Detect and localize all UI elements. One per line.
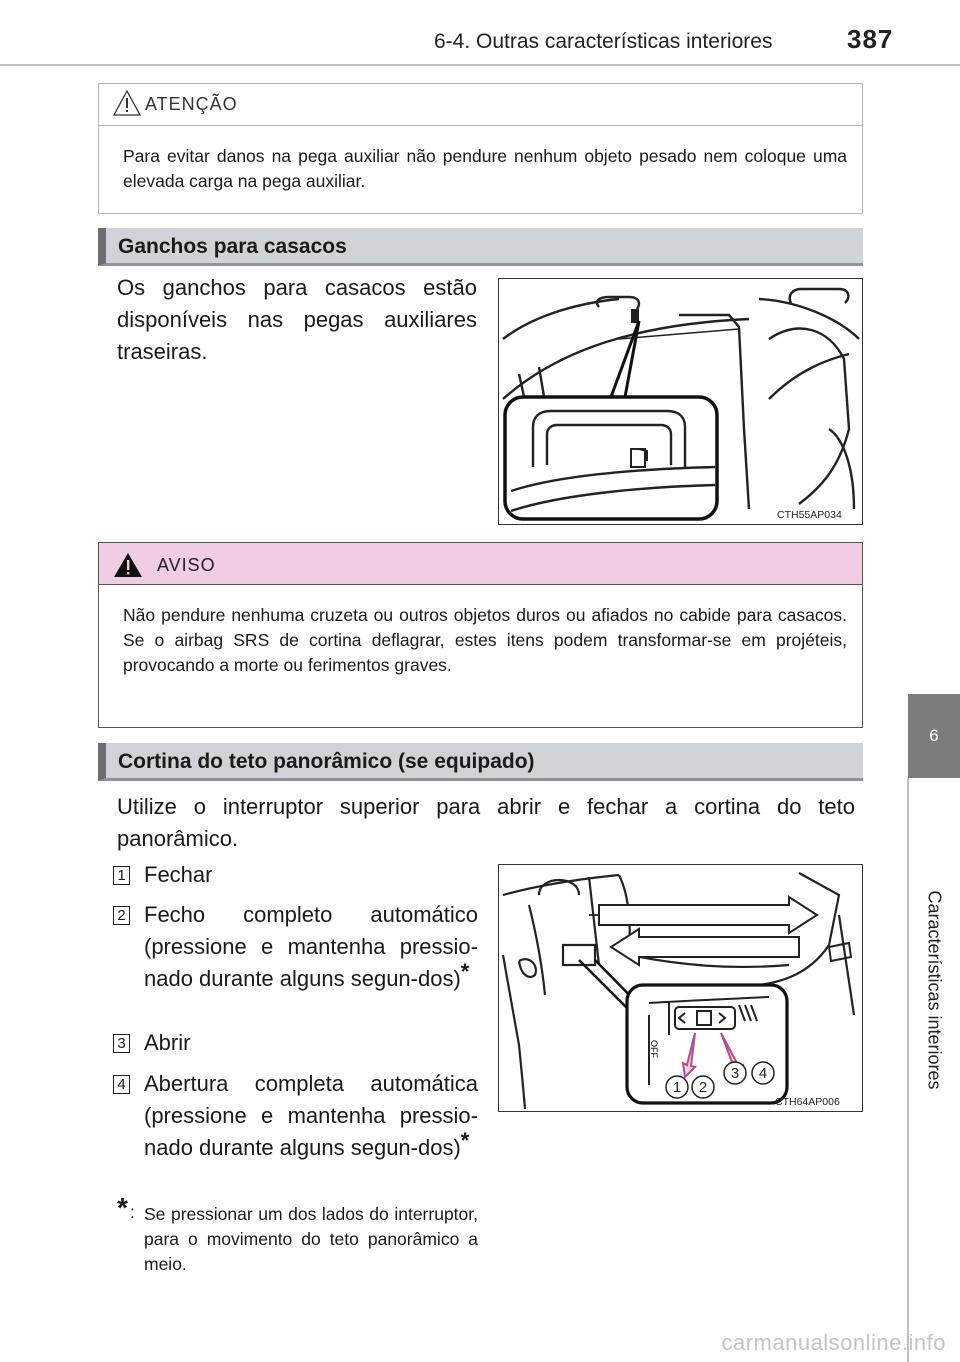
section-heading-coat-hooks [98,228,863,266]
warning-icon [113,552,143,578]
figure-code: CTH55AP034 [777,509,842,521]
watermark: carmanualsonline.info [721,1330,946,1355]
coat-hooks-text: Os ganchos para casacos estão disponíveis nas pegas auxiliares traseiras. [117,275,477,364]
footnote-marker: * [460,959,470,984]
shade-switch-figure [498,864,863,1112]
item-text-auto-open-label: Abertura completa automática (pressione e mantenha pressio-nado durante alguns segun-dos) [144,1071,478,1160]
shade-switch-illustration [499,865,861,1110]
footnote-text: Se pressionar um dos lados do interruptor, para o movimento do teto panorâmico a meio. [144,1204,478,1274]
item-number-3: 3 [113,1034,130,1053]
footnote-colon: : [130,1202,135,1222]
attention-text: Para evitar danos na pega auxiliar não pendure nenhum objeto pesado nem coloque uma elevada carga na pega auxiliar. [123,146,847,191]
header-rule [0,64,960,66]
callout-label-1: 1 [672,1079,682,1096]
chapter-tab [908,694,960,778]
page-number: 387 [847,24,894,54]
attention-header [99,84,862,126]
notice-text: Não pendure nenhuma cruzeta ou outros objetos duros ou afiados no cabide para casacos. Se o airbag SRS de cortina deflagrar, estes itens podem transformar-se em projéteis, provocando a morte ou ferimentos graves. [123,605,847,675]
section-title: 6-4. Outras características interiores [434,30,773,53]
item-text-open: Abrir [144,1030,191,1055]
callout-label-3: 3 [730,1065,740,1082]
notice-header [99,543,862,585]
section-heading-text: Cortina do teto panorâmico (se equipado) [118,750,535,773]
notice-box [98,542,863,728]
attention-label: ATENÇÃO [145,94,238,114]
item-text-auto-close [144,899,478,995]
attention-box [98,83,863,214]
footnote-marker: * [460,1128,470,1153]
footnote-star: * [117,1192,128,1223]
item-number-2: 2 [113,906,130,925]
switch-off-label: OFF [649,1040,659,1058]
coat-hook-figure [498,278,863,525]
item-text-auto-close-label: Fecho completo automático (pressione e mantenha pressio-nado durante alguns segun-dos) [144,902,478,991]
chapter-title: Características interiores [924,890,945,1090]
item-number-4: 4 [113,1075,130,1094]
item-number-1: 1 [113,866,130,885]
chapter-number: 6 [929,726,939,745]
notice-label: AVISO [157,555,216,575]
item-text-auto-open [144,1068,478,1164]
warning-icon [113,89,141,117]
side-rule [907,778,909,1362]
section-heading-shade [98,743,863,781]
shade-intro-text: Utilize o interruptor superior para abrir e fechar a cortina do teto panorâmico. [117,794,855,851]
callout-label-4: 4 [758,1065,768,1082]
callout-label-2: 2 [698,1079,708,1096]
coat-hook-illustration [499,279,861,523]
item-text-close: Fechar [144,862,213,887]
figure-code: CTH64AP006 [775,1096,840,1108]
section-heading-text: Ganchos para casacos [118,235,347,258]
